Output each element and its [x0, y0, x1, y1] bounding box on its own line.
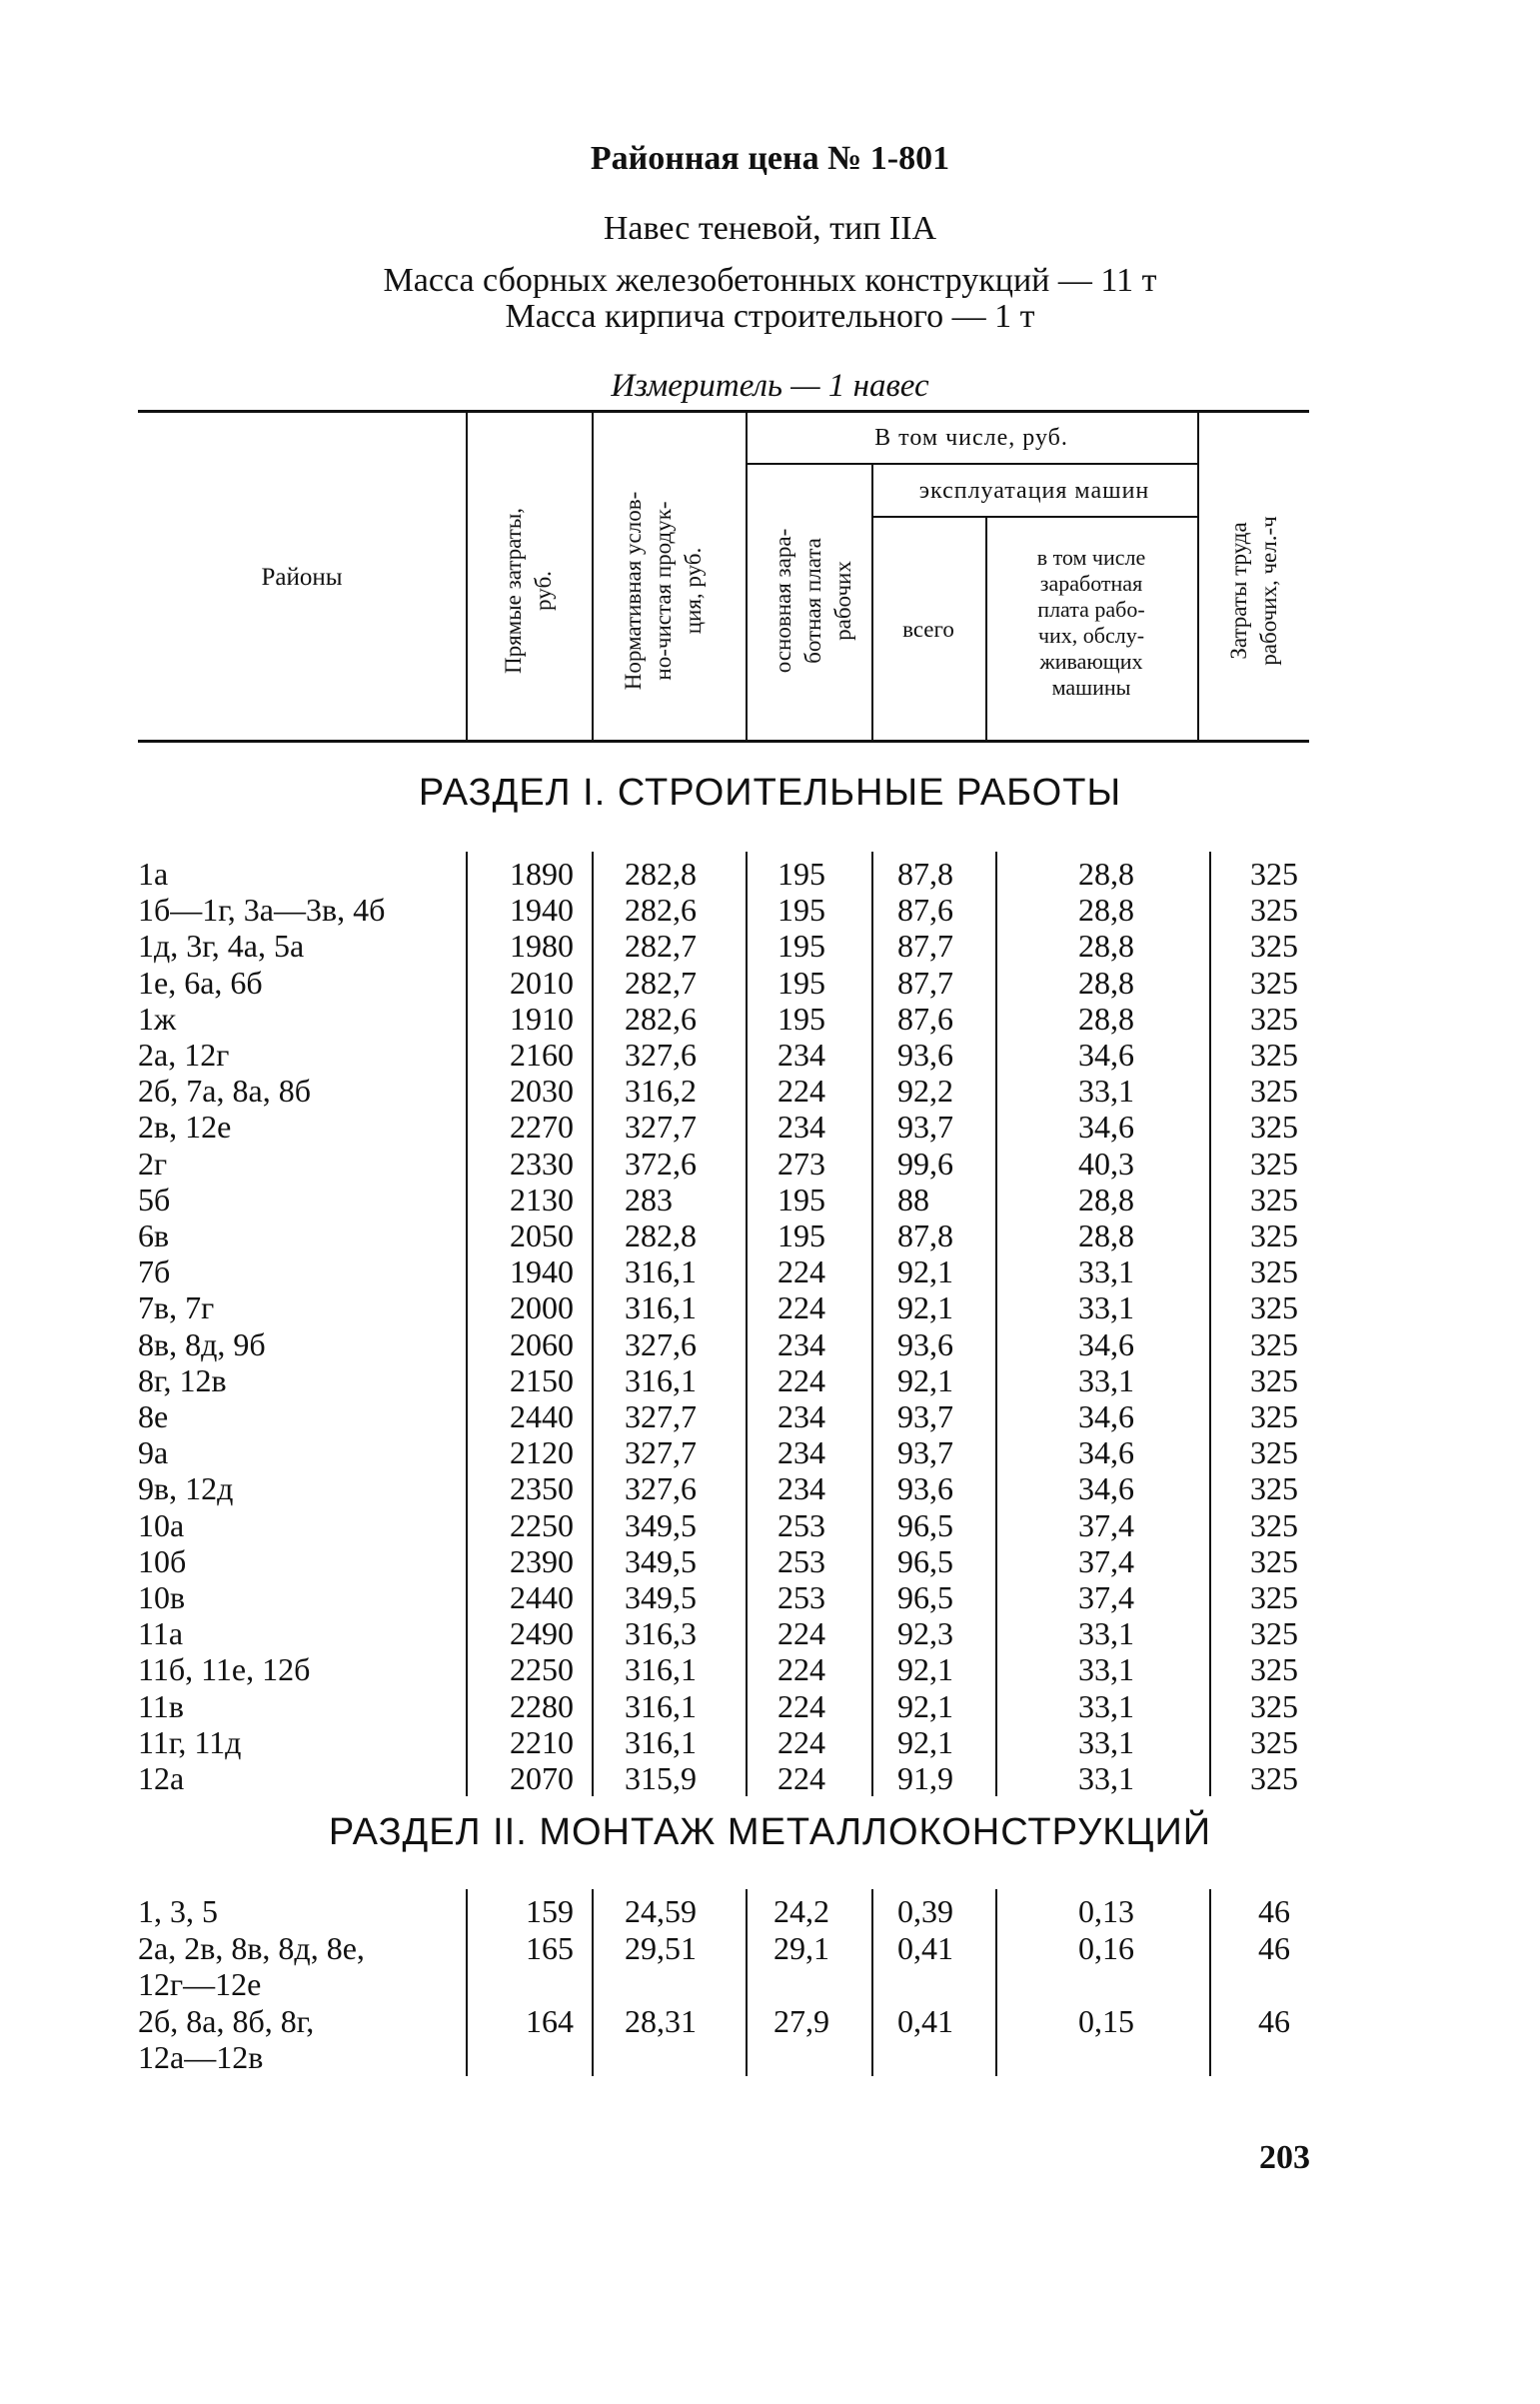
cell-machine-total: 92,1 — [897, 1651, 953, 1688]
cell-direct-costs: 2010 — [510, 964, 574, 1001]
table-row — [0, 1398, 1540, 1434]
measure-unit: Измеритель — 1 навес — [611, 368, 929, 404]
cell-normative: 349,5 — [625, 1542, 697, 1579]
cell-labor-costs: 325 — [1250, 1145, 1298, 1182]
header-col-rule-6 — [1197, 412, 1199, 740]
cell-labor-costs: 325 — [1250, 1760, 1298, 1796]
cell-machine-wage: 28,8 — [1078, 964, 1134, 1001]
cell-machine-total: 87,8 — [897, 1217, 953, 1253]
header-incl-wage-line: плата рабо- — [1037, 597, 1145, 622]
cell-base-wage: 195 — [777, 1217, 825, 1253]
cell-direct-costs: 2070 — [510, 1760, 574, 1796]
column-rule — [871, 1889, 873, 2076]
cell-direct-costs: 159 — [526, 1893, 574, 1929]
cell-machine-total: 0,41 — [897, 1929, 953, 1966]
cell-normative: 327,7 — [625, 1398, 697, 1434]
cell-labor-costs: 325 — [1250, 1687, 1298, 1724]
table-row — [0, 1146, 1540, 1182]
cell-labor-costs: 325 — [1250, 1506, 1298, 1543]
cell-direct-costs: 2060 — [510, 1325, 574, 1362]
cell-normative: 316,1 — [625, 1723, 697, 1760]
table-row — [0, 1037, 1540, 1073]
cell-region: 1е, 6а, 6б — [138, 964, 263, 1001]
cell-normative: 282,8 — [625, 856, 697, 892]
cell-machine-wage: 34,6 — [1078, 1037, 1134, 1073]
cell-normative: 316,1 — [625, 1289, 697, 1326]
cell-region: 11б, 11е, 12б — [138, 1651, 311, 1688]
cell-labor-costs: 325 — [1250, 1434, 1298, 1471]
table-row — [0, 1182, 1540, 1217]
cell-base-wage: 234 — [777, 1325, 825, 1362]
cell-normative: 316,3 — [625, 1615, 697, 1652]
cell-labor-costs: 46 — [1258, 1893, 1290, 1929]
cell-region: 5б — [138, 1181, 171, 1217]
cell-region: 9в, 12д — [138, 1470, 234, 1507]
header-direct-costs: Прямые затраты, руб. — [501, 507, 556, 675]
table-row — [0, 1507, 1540, 1543]
column-rule — [466, 1889, 468, 2076]
cell-base-wage: 195 — [777, 856, 825, 892]
header-machine-operation: эксплуатация машин — [918, 478, 1150, 504]
cell-direct-costs: 2210 — [510, 1723, 574, 1760]
cell-direct-costs: 2250 — [510, 1651, 574, 1688]
cell-machine-wage: 33,1 — [1078, 1687, 1134, 1724]
cell-machine-wage: 37,4 — [1078, 1542, 1134, 1579]
cell-normative: 316,1 — [625, 1651, 697, 1688]
cell-direct-costs: 164 — [526, 2002, 574, 2039]
cell-machine-wage: 34,6 — [1078, 1109, 1134, 1146]
header-incl-wage-line: живающих — [1039, 649, 1143, 674]
cell-labor-costs: 325 — [1250, 1325, 1298, 1362]
cell-region: 1д, 3г, 4а, 5а — [138, 928, 305, 965]
cell-direct-costs: 2030 — [510, 1073, 574, 1110]
cell-normative: 327,6 — [625, 1325, 697, 1362]
cell-machine-total: 92,3 — [897, 1615, 953, 1652]
cell-direct-costs: 2440 — [510, 1579, 574, 1615]
table-row — [0, 1217, 1540, 1253]
cell-region: 8г, 12в — [138, 1361, 227, 1398]
cell-machine-wage: 0,15 — [1078, 2002, 1134, 2039]
cell-normative: 327,6 — [625, 1470, 697, 1507]
table-row — [0, 1930, 1540, 1966]
table-row — [0, 2039, 1540, 2075]
mass-brick: Масса кирпича строительного — 1 т — [505, 298, 1035, 335]
cell-machine-total: 96,5 — [897, 1579, 953, 1615]
cell-machine-total: 87,8 — [897, 856, 953, 892]
cell-base-wage: 234 — [777, 1037, 825, 1073]
cell-machine-wage: 28,8 — [1078, 1217, 1134, 1253]
cell-region: 7в, 7г — [138, 1289, 215, 1326]
cell-normative: 282,7 — [625, 928, 697, 965]
cell-machine-total: 88 — [897, 1181, 929, 1217]
cell-region: 2в, 12е — [138, 1109, 232, 1146]
cell-machine-wage: 37,4 — [1078, 1579, 1134, 1615]
table-row — [0, 2003, 1540, 2039]
cell-direct-costs: 1890 — [510, 856, 574, 892]
cell-normative: 327,7 — [625, 1434, 697, 1471]
cell-machine-total: 93,7 — [897, 1398, 953, 1434]
cell-labor-costs: 46 — [1258, 1929, 1290, 1966]
cell-region: 12г—12е — [138, 1966, 262, 2002]
cell-machine-total: 92,1 — [897, 1289, 953, 1326]
cell-base-wage: 224 — [777, 1073, 825, 1110]
column-rule — [592, 852, 594, 1796]
cell-normative: 316,1 — [625, 1687, 697, 1724]
cell-labor-costs: 325 — [1250, 1615, 1298, 1652]
table-row — [0, 856, 1540, 892]
cell-normative: 282,8 — [625, 1217, 697, 1253]
table-row — [0, 892, 1540, 928]
cell-machine-wage: 28,8 — [1078, 1000, 1134, 1037]
cell-machine-wage: 34,6 — [1078, 1470, 1134, 1507]
mass-concrete: Масса сборных железобетонных конструкций — 11 т — [383, 262, 1157, 299]
cell-region: 10а — [138, 1506, 185, 1543]
cell-normative: 327,7 — [625, 1109, 697, 1146]
cell-base-wage: 224 — [777, 1723, 825, 1760]
table-row — [0, 1073, 1540, 1109]
cell-base-wage: 234 — [777, 1398, 825, 1434]
cell-normative: 29,51 — [625, 1929, 697, 1966]
cell-labor-costs: 325 — [1250, 1253, 1298, 1290]
table-row — [0, 1724, 1540, 1760]
cell-normative: 316,1 — [625, 1253, 697, 1290]
header-col-rule-2 — [592, 412, 594, 740]
table-row — [0, 1543, 1540, 1579]
cell-base-wage: 29,1 — [773, 1929, 829, 1966]
table-row — [0, 1893, 1540, 1929]
cell-base-wage: 273 — [777, 1145, 825, 1182]
column-rule — [592, 1889, 594, 2076]
cell-region: 2б, 8а, 8б, 8г, — [138, 2002, 315, 2039]
object-subtitle: Навес теневой, тип IIА — [603, 210, 937, 247]
cell-machine-total: 0,39 — [897, 1893, 953, 1929]
header-bottom-rule — [138, 740, 1309, 743]
cell-normative: 372,6 — [625, 1145, 697, 1182]
cell-machine-total: 93,6 — [897, 1325, 953, 1362]
cell-normative: 316,2 — [625, 1073, 697, 1110]
cell-region: 12а—12в — [138, 2039, 264, 2075]
cell-labor-costs: 325 — [1250, 1361, 1298, 1398]
cell-base-wage: 234 — [777, 1109, 825, 1146]
cell-labor-costs: 325 — [1250, 856, 1298, 892]
cell-machine-wage: 33,1 — [1078, 1073, 1134, 1110]
cell-base-wage: 234 — [777, 1434, 825, 1471]
cell-region: 10б — [138, 1542, 187, 1579]
cell-direct-costs: 2490 — [510, 1615, 574, 1652]
cell-base-wage: 224 — [777, 1651, 825, 1688]
cell-base-wage: 195 — [777, 1000, 825, 1037]
cell-direct-costs: 2130 — [510, 1181, 574, 1217]
cell-normative: 316,1 — [625, 1361, 697, 1398]
including-rule — [746, 463, 1197, 465]
cell-direct-costs: 2160 — [510, 1037, 574, 1073]
cell-machine-wage: 33,1 — [1078, 1253, 1134, 1290]
cell-machine-wage: 33,1 — [1078, 1361, 1134, 1398]
cell-machine-total: 87,7 — [897, 928, 953, 965]
cell-base-wage: 224 — [777, 1687, 825, 1724]
header-top-rule — [138, 410, 1309, 413]
cell-base-wage: 234 — [777, 1470, 825, 1507]
cell-labor-costs: 325 — [1250, 1000, 1298, 1037]
table-row — [0, 1109, 1540, 1145]
cell-machine-total: 93,6 — [897, 1470, 953, 1507]
cell-direct-costs: 2120 — [510, 1434, 574, 1471]
cell-direct-costs: 1940 — [510, 892, 574, 929]
cell-machine-total: 87,6 — [897, 1000, 953, 1037]
cell-machine-wage: 34,6 — [1078, 1325, 1134, 1362]
cell-direct-costs: 2050 — [510, 1217, 574, 1253]
table-row — [0, 1966, 1540, 2002]
cell-machine-wage: 0,13 — [1078, 1893, 1134, 1929]
cell-normative: 327,6 — [625, 1037, 697, 1073]
cell-region: 2б, 7а, 8а, 8б — [138, 1073, 311, 1110]
cell-labor-costs: 325 — [1250, 1181, 1298, 1217]
column-rule — [466, 852, 468, 1796]
cell-machine-wage: 37,4 — [1078, 1506, 1134, 1543]
cell-labor-costs: 325 — [1250, 1723, 1298, 1760]
cell-machine-wage: 33,1 — [1078, 1651, 1134, 1688]
cell-labor-costs: 325 — [1250, 1579, 1298, 1615]
cell-base-wage: 253 — [777, 1542, 825, 1579]
table-row — [0, 1615, 1540, 1651]
header-incl-wage — [985, 545, 1197, 701]
column-rule — [995, 1889, 997, 2076]
cell-machine-total: 93,7 — [897, 1109, 953, 1146]
cell-machine-total: 96,5 — [897, 1506, 953, 1543]
cell-region: 9а — [138, 1434, 169, 1471]
cell-machine-wage: 34,6 — [1078, 1434, 1134, 1471]
table-row — [0, 928, 1540, 964]
cell-labor-costs: 325 — [1250, 964, 1298, 1001]
machine-rule — [871, 516, 1197, 518]
column-rule — [746, 852, 748, 1796]
cell-region: 2а, 12г — [138, 1037, 230, 1073]
table-row — [0, 1579, 1540, 1615]
cell-normative: 283 — [625, 1181, 673, 1217]
table-row — [0, 1760, 1540, 1796]
cell-machine-wage: 33,1 — [1078, 1615, 1134, 1652]
cell-labor-costs: 325 — [1250, 1289, 1298, 1326]
cell-machine-wage: 33,1 — [1078, 1760, 1134, 1796]
table-row — [0, 1434, 1540, 1470]
cell-region: 1, 3, 5 — [138, 1893, 218, 1929]
header-base-wage: основная зара- ботная плата рабочих — [770, 528, 855, 674]
cell-normative: 282,6 — [625, 1000, 697, 1037]
header-including: В том числе, руб. — [874, 425, 1068, 451]
cell-machine-total: 93,6 — [897, 1037, 953, 1073]
cell-normative: 349,5 — [625, 1579, 697, 1615]
cell-machine-total: 87,7 — [897, 964, 953, 1001]
column-rule — [995, 852, 997, 1796]
cell-machine-wage: 28,8 — [1078, 928, 1134, 965]
cell-machine-wage: 28,8 — [1078, 892, 1134, 929]
header-col-rule-1 — [466, 412, 468, 740]
cell-labor-costs: 325 — [1250, 892, 1298, 929]
header-incl-wage-line: машины — [1051, 675, 1131, 700]
header-incl-wage-line: чих, обслу- — [1037, 623, 1145, 648]
cell-direct-costs: 2150 — [510, 1361, 574, 1398]
cell-base-wage: 253 — [777, 1506, 825, 1543]
cell-direct-costs: 2330 — [510, 1145, 574, 1182]
cell-machine-total: 92,1 — [897, 1253, 953, 1290]
header-regions: Районы — [261, 564, 343, 591]
table-row — [0, 1470, 1540, 1506]
cell-region: 10в — [138, 1579, 186, 1615]
cell-direct-costs: 2270 — [510, 1109, 574, 1146]
cell-normative: 282,6 — [625, 892, 697, 929]
cell-region: 12а — [138, 1760, 185, 1796]
table-row — [0, 1289, 1540, 1325]
cell-labor-costs: 325 — [1250, 1037, 1298, 1073]
cell-normative: 315,9 — [625, 1760, 697, 1796]
cell-region: 11г, 11д — [138, 1723, 242, 1760]
cell-region: 7б — [138, 1253, 171, 1290]
header-incl-wage-line: в том числе — [1036, 545, 1146, 570]
cell-region: 1а — [138, 856, 169, 892]
header-incl-wage-line: заработная — [1039, 571, 1143, 596]
cell-labor-costs: 325 — [1250, 1109, 1298, 1146]
cell-region: 11а — [138, 1615, 184, 1652]
cell-base-wage: 195 — [777, 892, 825, 929]
table-row — [0, 1326, 1540, 1362]
cell-normative: 28,31 — [625, 2002, 697, 2039]
cell-machine-wage: 28,8 — [1078, 1181, 1134, 1217]
cell-base-wage: 224 — [777, 1361, 825, 1398]
cell-normative: 349,5 — [625, 1506, 697, 1543]
header-machine-total: всего — [902, 617, 954, 642]
cell-direct-costs: 1980 — [510, 928, 574, 965]
column-rule — [871, 852, 873, 1796]
cell-region: 2а, 2в, 8в, 8д, 8е, — [138, 1929, 365, 1966]
page-number: 203 — [1259, 2139, 1310, 2176]
cell-direct-costs: 2440 — [510, 1398, 574, 1434]
cell-base-wage: 224 — [777, 1253, 825, 1290]
cell-normative: 282,7 — [625, 964, 697, 1001]
cell-machine-total: 92,2 — [897, 1073, 953, 1110]
cell-labor-costs: 325 — [1250, 1073, 1298, 1110]
cell-base-wage: 24,2 — [773, 1893, 829, 1929]
section-2-title: РАЗДЕЛ II. МОНТАЖ МЕТАЛЛОКОНСТРУКЦИЙ — [328, 1811, 1212, 1853]
cell-machine-wage: 0,16 — [1078, 1929, 1134, 1966]
cell-labor-costs: 325 — [1250, 928, 1298, 965]
cell-machine-total: 92,1 — [897, 1687, 953, 1724]
cell-machine-total: 93,7 — [897, 1434, 953, 1471]
price-title: Районная цена № 1-801 — [590, 140, 950, 177]
cell-machine-wage: 40,3 — [1078, 1145, 1134, 1182]
cell-base-wage: 253 — [777, 1579, 825, 1615]
cell-labor-costs: 325 — [1250, 1651, 1298, 1688]
column-rule — [746, 1889, 748, 2076]
cell-region: 2г — [138, 1145, 168, 1182]
cell-base-wage: 195 — [777, 1181, 825, 1217]
cell-direct-costs: 2390 — [510, 1542, 574, 1579]
cell-region: 1б—1г, 3а—3в, 4б — [138, 892, 386, 929]
cell-labor-costs: 325 — [1250, 1542, 1298, 1579]
cell-direct-costs: 165 — [526, 1929, 574, 1966]
cell-direct-costs: 2000 — [510, 1289, 574, 1326]
cell-normative: 24,59 — [625, 1893, 697, 1929]
cell-machine-total: 96,5 — [897, 1542, 953, 1579]
cell-direct-costs: 1910 — [510, 1000, 574, 1037]
header-col-rule-3 — [746, 412, 748, 740]
cell-machine-wage: 34,6 — [1078, 1398, 1134, 1434]
cell-machine-wage: 33,1 — [1078, 1723, 1134, 1760]
cell-labor-costs: 46 — [1258, 2002, 1290, 2039]
cell-machine-wage: 28,8 — [1078, 856, 1134, 892]
table-row — [0, 1253, 1540, 1289]
cell-region: 8е — [138, 1398, 169, 1434]
table-row — [0, 1688, 1540, 1724]
cell-labor-costs: 325 — [1250, 1398, 1298, 1434]
cell-base-wage: 224 — [777, 1615, 825, 1652]
cell-direct-costs: 2350 — [510, 1470, 574, 1507]
cell-region: 11в — [138, 1687, 184, 1724]
header-normative: Нормативная услов- но-чистая продук- ция, руб. — [621, 491, 706, 691]
cell-base-wage: 224 — [777, 1760, 825, 1796]
table-row — [0, 965, 1540, 1001]
cell-machine-total: 99,6 — [897, 1145, 953, 1182]
cell-machine-total: 92,1 — [897, 1361, 953, 1398]
column-rule — [1209, 1889, 1211, 2076]
cell-base-wage: 195 — [777, 964, 825, 1001]
cell-base-wage: 195 — [777, 928, 825, 965]
cell-base-wage: 27,9 — [773, 2002, 829, 2039]
cell-labor-costs: 325 — [1250, 1470, 1298, 1507]
cell-machine-total: 92,1 — [897, 1723, 953, 1760]
cell-direct-costs: 1940 — [510, 1253, 574, 1290]
header-labor-costs: Затраты труда рабочих, чел.-ч — [1226, 516, 1281, 666]
table-row — [0, 1001, 1540, 1037]
cell-machine-wage: 33,1 — [1078, 1289, 1134, 1326]
column-rule — [1209, 852, 1211, 1796]
cell-direct-costs: 2280 — [510, 1687, 574, 1724]
cell-region: 6в — [138, 1217, 170, 1253]
cell-machine-total: 91,9 — [897, 1760, 953, 1796]
cell-machine-total: 0,41 — [897, 2002, 953, 2039]
cell-base-wage: 224 — [777, 1289, 825, 1326]
cell-region: 8в, 8д, 9б — [138, 1325, 266, 1362]
table-row — [0, 1362, 1540, 1398]
table-row — [0, 1651, 1540, 1687]
header-col-rule-4 — [871, 464, 873, 740]
section-1-title: РАЗДЕЛ I. СТРОИТЕЛЬНЫЕ РАБОТЫ — [418, 772, 1122, 814]
cell-labor-costs: 325 — [1250, 1217, 1298, 1253]
cell-region: 1ж — [138, 1000, 177, 1037]
cell-direct-costs: 2250 — [510, 1506, 574, 1543]
cell-machine-total: 87,6 — [897, 892, 953, 929]
